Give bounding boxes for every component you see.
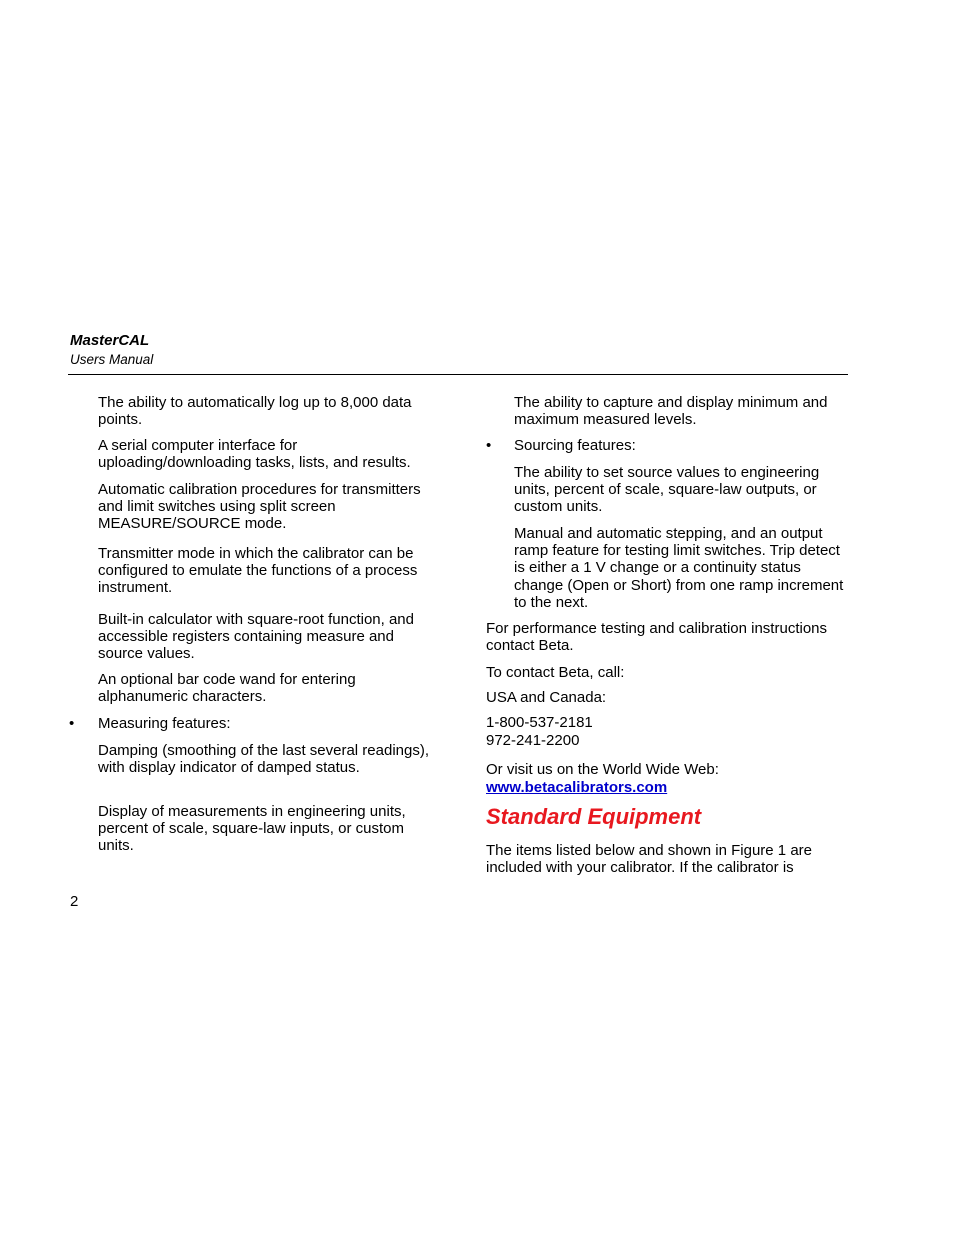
phone-number-2: 972-241-2200 — [486, 732, 580, 749]
right-paragraph-3: Manual and automatic stepping, and an output ramp feature for testing limit switches. Trip detect is either a 1 V change or a continuity status change (Open or Short) from one ramp increment to the next. — [514, 525, 844, 611]
right-paragraph-6: USA and Canada: — [486, 689, 607, 706]
right-paragraph-5: To contact Beta, call: — [486, 664, 625, 681]
measuring-features-label: Measuring features: — [98, 715, 231, 732]
left-paragraph-3: Automatic calibration procedures for transmitters and limit switches using split screen MEASURE/SOURCE mode. — [98, 481, 421, 533]
left-paragraph-2: A serial computer interface for uploading/downloading tasks, lists, and results. — [98, 437, 411, 472]
right-paragraph-2: The ability to set source values to engineering units, percent of scale, square-law outputs, or custom units. — [514, 464, 820, 516]
right-paragraph-1: The ability to capture and display minimum and maximum measured levels. — [514, 394, 828, 429]
website-link[interactable]: www.betacalibrators.com — [486, 779, 668, 796]
right-paragraph-4: For performance testing and calibration instructions contact Beta. — [486, 620, 828, 655]
left-paragraph-5: Built-in calculator with square-root function, and accessible registers containing measure and source values. — [98, 611, 414, 663]
right-paragraph-7: The items listed below and shown in Figure 1 are included with your calibrator. If the calibrator is — [486, 842, 813, 877]
web-intro-text: Or visit us on the World Wide Web: — [486, 761, 719, 778]
document-subtitle: Users Manual — [70, 352, 154, 367]
left-paragraph-7: Damping (smoothing of the last several readings), with display indicator of damped status. — [98, 742, 429, 777]
bullet-glyph: • — [69, 715, 75, 732]
left-paragraph-8: Display of measurements in engineering units, percent of scale, square-law inputs, or custom units. — [98, 803, 406, 855]
document-title: MasterCAL — [70, 332, 150, 349]
left-paragraph-1: The ability to automatically log up to 8,000 data points. — [98, 394, 412, 429]
sourcing-features-label: Sourcing features: — [514, 437, 636, 454]
section-heading: Standard Equipment — [486, 804, 702, 829]
page-number: 2 — [70, 893, 79, 910]
left-paragraph-4: Transmitter mode in which the calibrator can be configured to emulate the functions of a process instrument. — [98, 545, 418, 597]
bullet-glyph: • — [486, 437, 492, 454]
phone-number-1: 1-800-537-2181 — [486, 714, 593, 731]
header-rule — [68, 374, 848, 375]
left-paragraph-6: An optional bar code wand for entering alphanumeric characters. — [98, 671, 356, 706]
